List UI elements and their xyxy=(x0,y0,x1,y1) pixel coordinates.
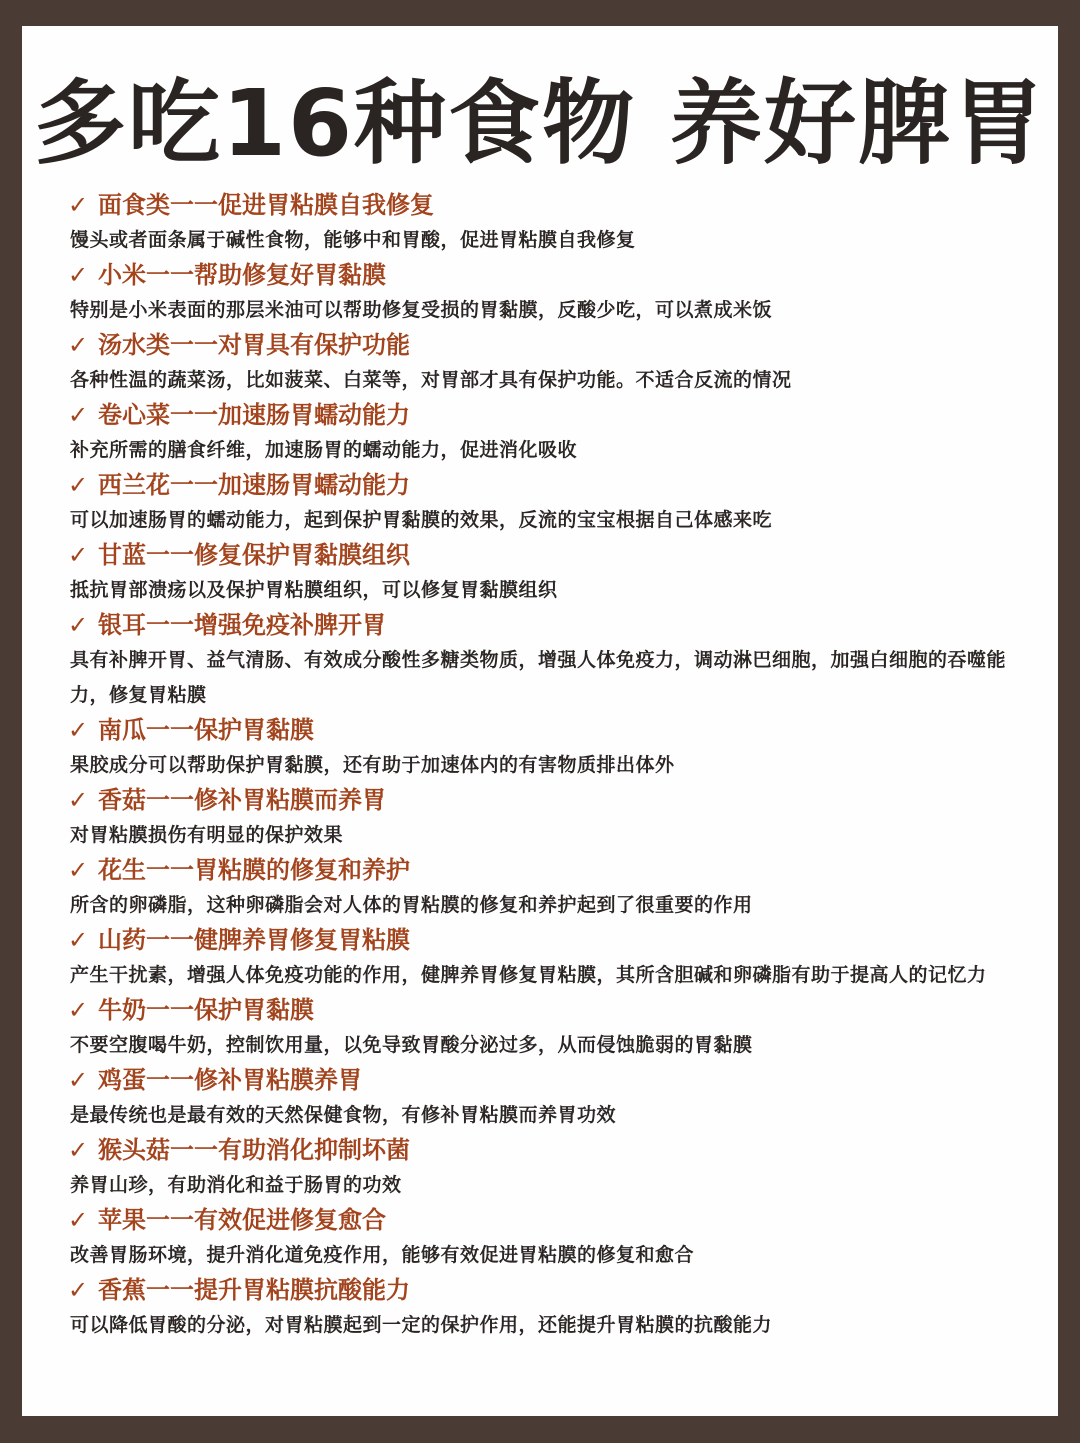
item-heading-text: 猴头菇一一有助消化抑制坏菌 xyxy=(98,1136,410,1164)
item-heading-text: 甘蓝一一修复保护胃黏膜组织 xyxy=(98,541,410,569)
item-description: 各种性温的蔬菜汤，比如菠菜、白菜等，对胃部才具有保护功能。不适合反流的情况 xyxy=(70,369,792,391)
list-item xyxy=(68,923,1018,993)
check-icon: ✓ xyxy=(68,191,89,219)
item-description: 改善胃肠环境，提升消化道免疫作用，能够有效促进胃粘膜的修复和愈合 xyxy=(70,1244,695,1266)
check-icon: ✓ xyxy=(68,716,89,744)
item-description: 特别是小米表面的那层米油可以帮助修复受损的胃黏膜，反酸少吃，可以煮成米饭 xyxy=(70,299,773,321)
list-item xyxy=(68,188,1018,258)
item-description: 不要空腹喝牛奶，控制饮用量，以免导致胃酸分泌过多，从而侵蚀脆弱的胃黏膜 xyxy=(70,1034,753,1056)
item-description: 抵抗胃部溃疡以及保护胃粘膜组织，可以修复胃黏膜组织 xyxy=(70,579,558,601)
list-item xyxy=(68,328,1018,398)
list-item xyxy=(68,538,1018,608)
item-heading xyxy=(68,538,1018,573)
item-heading xyxy=(68,1063,1018,1098)
item-description: 果胶成分可以帮助保护胃黏膜，还有助于加速体内的有害物质排出体外 xyxy=(70,754,675,776)
item-heading xyxy=(68,468,1018,503)
list-item xyxy=(68,1063,1018,1133)
item-description: 补充所需的膳食纤维，加速肠胃的蠕动能力，促进消化吸收 xyxy=(70,439,578,461)
check-icon: ✓ xyxy=(68,261,89,289)
list-item xyxy=(68,1203,1018,1273)
item-heading-text: 银耳一一增强免疫补脾开胃 xyxy=(98,611,386,639)
check-icon: ✓ xyxy=(68,401,89,429)
item-heading xyxy=(68,1273,1018,1308)
item-heading-text: 小米一一帮助修复好胃黏膜 xyxy=(98,261,386,289)
item-description: 可以加速肠胃的蠕动能力，起到保护胃黏膜的效果，反流的宝宝根据自己体感来吃 xyxy=(70,509,773,531)
item-heading xyxy=(68,258,1018,293)
check-icon: ✓ xyxy=(68,331,89,359)
item-heading xyxy=(68,188,1018,223)
item-heading-text: 苹果一一有效促进修复愈合 xyxy=(98,1206,386,1234)
item-heading xyxy=(68,398,1018,433)
page-title: 多吃16种食物 养好脾胃 xyxy=(33,70,1047,177)
check-icon: ✓ xyxy=(68,856,89,884)
check-icon: ✓ xyxy=(68,1136,89,1164)
check-icon: ✓ xyxy=(68,1066,89,1094)
item-description: 是最传统也是最有效的天然保健食物，有修补胃粘膜而养胃功效 xyxy=(70,1104,617,1126)
item-description: 产生干扰素，增强人体免疫功能的作用，健脾养胃修复胃粘膜，其所含胆碱和卵磷脂有助于提高人的记忆力 xyxy=(70,964,987,986)
check-icon: ✓ xyxy=(68,471,89,499)
item-heading-text: 花生一一胃粘膜的修复和养护 xyxy=(98,856,410,884)
item-heading-text: 南瓜一一保护胃黏膜 xyxy=(98,716,314,744)
item-heading-text: 牛奶一一保护胃黏膜 xyxy=(98,996,314,1024)
item-heading-text: 面食类一一促进胃粘膜自我修复 xyxy=(98,191,434,219)
item-heading-text: 香蕉一一提升胃粘膜抗酸能力 xyxy=(98,1276,410,1304)
item-heading xyxy=(68,328,1018,363)
item-description: 馒头或者面条属于碱性食物，能够中和胃酸，促进胃粘膜自我修复 xyxy=(70,229,636,251)
list-item xyxy=(68,783,1018,853)
item-heading xyxy=(68,713,1018,748)
list-item xyxy=(68,993,1018,1063)
check-icon: ✓ xyxy=(68,1276,89,1304)
check-icon: ✓ xyxy=(68,996,89,1024)
check-icon: ✓ xyxy=(68,786,89,814)
item-description: 所含的卵磷脂，这种卵磷脂会对人体的胃粘膜的修复和养护起到了很重要的作用 xyxy=(70,894,753,916)
check-icon: ✓ xyxy=(68,611,89,639)
item-heading-text: 汤水类一一对胃具有保护功能 xyxy=(98,331,410,359)
item-heading xyxy=(68,853,1018,888)
item-heading-text: 香菇一一修补胃粘膜而养胃 xyxy=(98,786,386,814)
item-heading xyxy=(68,993,1018,1028)
item-heading xyxy=(68,923,1018,958)
item-description: 可以降低胃酸的分泌，对胃粘膜起到一定的保护作用，还能提升胃粘膜的抗酸能力 xyxy=(70,1314,773,1336)
item-description: 对胃粘膜损伤有明显的保护效果 xyxy=(70,824,344,846)
list-item xyxy=(68,468,1018,538)
item-heading-text: 卷心菜一一加速肠胃蠕动能力 xyxy=(98,401,410,429)
list-item xyxy=(68,1273,1018,1343)
poster-card xyxy=(22,26,1058,1416)
item-heading-text: 山药一一健脾养胃修复胃粘膜 xyxy=(98,926,410,954)
check-icon: ✓ xyxy=(68,926,89,954)
check-icon: ✓ xyxy=(68,1206,89,1234)
item-heading xyxy=(68,1203,1018,1238)
list-item xyxy=(68,853,1018,923)
item-heading xyxy=(68,608,1018,643)
list-item xyxy=(68,1133,1018,1203)
list-item xyxy=(68,398,1018,468)
list-item xyxy=(68,713,1018,783)
item-heading xyxy=(68,1133,1018,1168)
item-description: 具有补脾开胃、益气清肠、有效成分酸性多糖类物质，增强人体免疫力，调动淋巴细胞，加强白细胞的吞噬能力，修复胃粘膜 xyxy=(70,649,1007,706)
food-list xyxy=(68,188,1018,1343)
item-description: 养胃山珍，有助消化和益于肠胃的功效 xyxy=(70,1174,402,1196)
item-heading-text: 鸡蛋一一修补胃粘膜养胃 xyxy=(98,1066,362,1094)
list-item xyxy=(68,608,1018,713)
check-icon: ✓ xyxy=(68,541,89,569)
list-item xyxy=(68,258,1018,328)
item-heading-text: 西兰花一一加速肠胃蠕动能力 xyxy=(98,471,410,499)
item-heading xyxy=(68,783,1018,818)
